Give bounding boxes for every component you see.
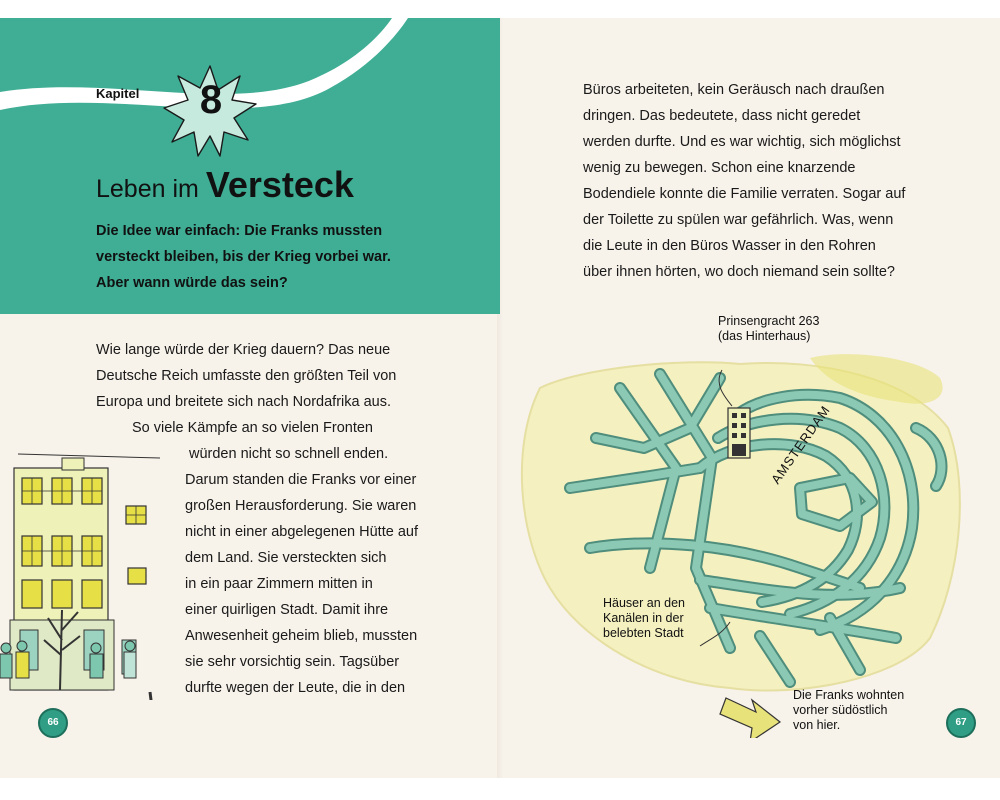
right-body-line: dringen. Das bedeutete, dass nicht geredet [583, 108, 861, 124]
former-home-line: vorher südöstlich [793, 703, 888, 717]
right-body-line: die Leute in den Büros Wasser in den Rohren [583, 238, 876, 254]
houses-line: Häuser an den [603, 596, 686, 610]
page-number-right: 67 [946, 708, 976, 738]
chapter-banner [0, 18, 500, 314]
book-spread [0, 18, 1000, 778]
address-label [718, 314, 819, 344]
left-body-line: dem Land. Sie versteckten sich [185, 550, 387, 566]
left-body-line: großen Herausforderung. Sie waren [185, 498, 417, 514]
chapter-number: 8 [199, 78, 223, 122]
left-body-line: Deutsche Reich umfasste den größten Teil von [96, 368, 397, 384]
right-body-line: Büros arbeiteten, kein Geräusch nach draußen [583, 82, 885, 98]
houses-line: Kanälen in der [603, 611, 684, 625]
left-body-line: Anwesenheit geheim blieb, mussten [185, 628, 418, 644]
amsterdam-map [500, 318, 970, 738]
former-home-line: von hier. [793, 718, 841, 732]
page-title [96, 164, 354, 206]
right-body-line: werden durfte. Und es war wichtig, sich möglichst [583, 134, 901, 150]
left-body-line: würden nicht so schnell enden. [189, 446, 389, 462]
right-body-line: über ihnen hörten, wo doch niemand sein sollte? [583, 264, 895, 280]
left-body-line: nicht in einer abgelegenen Hütte auf [185, 524, 418, 540]
title-main: Versteck [205, 164, 354, 205]
left-body-line: durfte wegen der Leute, die in den [185, 680, 406, 696]
chapter-label: Kapitel [96, 86, 140, 101]
former-home-label [793, 688, 904, 733]
left-body-line: Darum standen die Franks vor einer [185, 472, 417, 488]
page-number-left: 66 [38, 708, 68, 738]
right-body-line: wenig zu bewegen. Schon eine knarzende [583, 160, 856, 176]
chapter-intro: Die Idee war einfach: Die Franks mussten versteckt bleiben, bis der Krieg vorbei war. Aber wann würde das sein? [96, 223, 391, 291]
left-body-line: Wie lange würde der Krieg dauern? Das neue [96, 342, 391, 358]
building-illustration [0, 440, 180, 700]
city-label: AMSTERDAM [768, 402, 834, 487]
right-body-line: der Toilette zu spülen war gefährlich. Was, wenn [583, 212, 894, 228]
houses-label [603, 596, 685, 641]
left-body-line: So viele Kämpfe an so vielen Fronten [132, 420, 373, 436]
title-prefix: Leben im [96, 175, 199, 203]
left-body-line: in ein paar Zimmern mitten in [185, 576, 373, 592]
address-line: (das Hinterhaus) [718, 329, 811, 343]
left-body-line: einer quirligen Stadt. Damit ihre [185, 602, 389, 618]
address-line: Prinsengracht 263 [718, 314, 820, 328]
houses-line: belebten Stadt [603, 626, 684, 640]
former-home-line: Die Franks wohnten [793, 688, 905, 702]
left-body-line: sie sehr vorsichtig sein. Tagsüber [185, 654, 400, 670]
right-body-line: Bodendiele konnte die Familie verraten. Sogar auf [583, 186, 906, 202]
left-body-line: Europa und breitete sich nach Nordafrika aus. [96, 394, 392, 410]
